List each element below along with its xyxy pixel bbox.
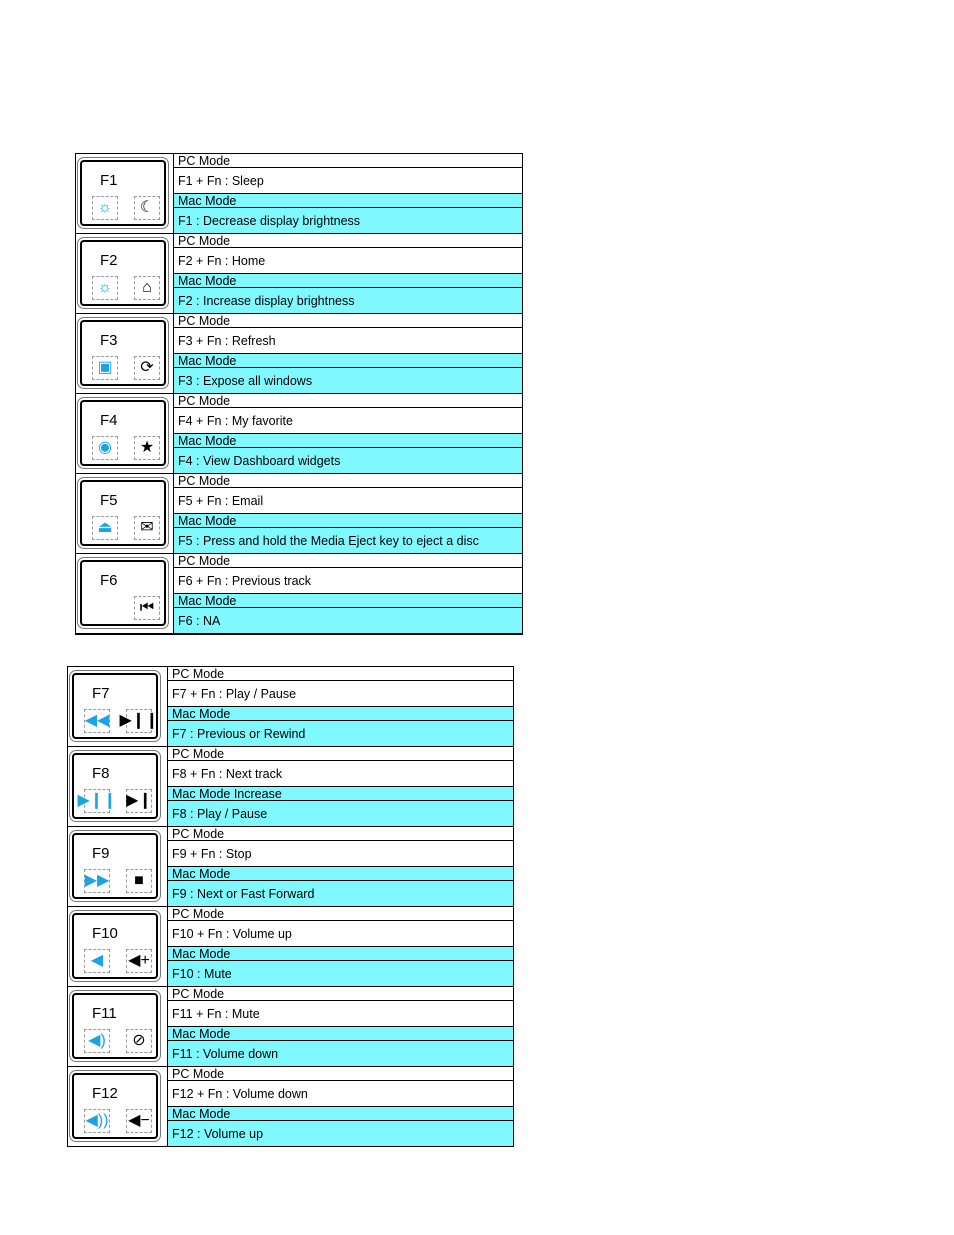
mac-mode-function: F2 : Increase display brightness <box>174 288 522 314</box>
refresh-icon: ⟳ <box>134 356 160 380</box>
key-row-f12 <box>68 1067 513 1147</box>
previous-track-icon: ⏮ <box>134 596 160 620</box>
key-row-f11 <box>68 987 513 1067</box>
mute-icon: ⊘ <box>126 1029 152 1053</box>
mac-mode-function: F3 : Expose all windows <box>174 368 522 394</box>
play-pause-icon: ▶❙❙ <box>84 789 110 813</box>
home-icon: ⌂ <box>134 276 160 300</box>
keycap-label: F10 <box>92 925 118 942</box>
volume-up-icon: ◀)) <box>84 1109 110 1133</box>
mode-description-cell <box>168 827 513 907</box>
eject-icon: ⏏ <box>92 516 118 540</box>
keycap-f1 <box>80 160 166 226</box>
pc-mode-function: F2 + Fn : Home <box>174 248 522 274</box>
keycap-f11 <box>72 993 158 1059</box>
keycap-label: F3 <box>100 332 118 349</box>
favorite-star-icon: ★ <box>134 436 160 460</box>
pc-mode-header: PC Mode <box>168 907 513 921</box>
pc-mode-function: F3 + Fn : Refresh <box>174 328 522 354</box>
volume-mute-icon: ◀ <box>84 949 110 973</box>
keycap-label: F6 <box>100 572 118 589</box>
keycap-f3 <box>80 320 166 386</box>
key-illustration-cell <box>76 554 174 634</box>
key-row-f7 <box>68 667 513 747</box>
function-key-table-f1-f6 <box>75 153 523 635</box>
mac-mode-function: F6 : NA <box>174 608 522 634</box>
mac-mode-function: F9 : Next or Fast Forward <box>168 881 513 907</box>
mac-mode-function: F7 : Previous or Rewind <box>168 721 513 747</box>
mode-description-cell <box>174 314 522 394</box>
mode-description-cell <box>168 747 513 827</box>
keycap-label: F5 <box>100 492 118 509</box>
keycap-label: F1 <box>100 172 118 189</box>
mac-mode-function: F12 : Volume up <box>168 1121 513 1147</box>
key-row-f10 <box>68 907 513 987</box>
pc-mode-function: F9 + Fn : Stop <box>168 841 513 867</box>
keycap-f6 <box>80 560 166 626</box>
function-key-table-f7-f12 <box>67 666 514 1147</box>
mode-description-cell <box>168 667 513 747</box>
keycap-label: F4 <box>100 412 118 429</box>
pc-mode-header: PC Mode <box>174 394 522 408</box>
next-track-icon: ▶❙ <box>126 789 152 813</box>
keycap-label: F9 <box>92 845 110 862</box>
mac-mode-function: F1 : Decrease display brightness <box>174 208 522 234</box>
pc-mode-header: PC Mode <box>168 987 513 1001</box>
fast-forward-icon: ▶▶ <box>84 869 110 893</box>
key-illustration-cell <box>68 827 168 907</box>
key-illustration-cell <box>76 154 174 234</box>
expose-windows-icon: ▣ <box>92 356 118 380</box>
mac-mode-header: Mac Mode <box>168 1107 513 1121</box>
mode-description-cell <box>174 234 522 314</box>
pc-mode-function: F4 + Fn : My favorite <box>174 408 522 434</box>
play-pause-icon: ▶❙❙ <box>126 709 152 733</box>
brightness-down-icon: ☼ <box>92 196 118 220</box>
mac-mode-header: Mac Mode <box>168 867 513 881</box>
pc-mode-function: F12 + Fn : Volume down <box>168 1081 513 1107</box>
mac-mode-function: F8 : Play / Pause <box>168 801 513 827</box>
mode-description-cell <box>174 154 522 234</box>
mac-mode-header: Mac Mode <box>174 434 522 448</box>
mode-description-cell <box>168 1067 513 1147</box>
key-row-f1 <box>76 154 522 234</box>
mode-description-cell <box>168 907 513 987</box>
pc-mode-function: F11 + Fn : Mute <box>168 1001 513 1027</box>
mac-mode-header: Mac Mode <box>168 707 513 721</box>
mac-mode-header: Mac Mode <box>174 274 522 288</box>
brightness-up-icon: ☼ <box>92 276 118 300</box>
mac-mode-header: Mac Mode <box>174 594 522 608</box>
key-illustration-cell <box>76 394 174 474</box>
pc-mode-function: F8 + Fn : Next track <box>168 761 513 787</box>
key-illustration-cell <box>68 1067 168 1147</box>
mac-mode-function: F4 : View Dashboard widgets <box>174 448 522 474</box>
mac-mode-function: F11 : Volume down <box>168 1041 513 1067</box>
key-illustration-cell <box>68 907 168 987</box>
stop-icon: ■ <box>126 869 152 893</box>
keycap-f12 <box>72 1073 158 1139</box>
keycap-f9 <box>72 833 158 899</box>
pc-mode-header: PC Mode <box>168 1067 513 1081</box>
mac-mode-header: Mac Mode Increase <box>168 787 513 801</box>
key-row-f9 <box>68 827 513 907</box>
keycap-f2 <box>80 240 166 306</box>
key-illustration-cell <box>68 667 168 747</box>
email-icon: ✉ <box>134 516 160 540</box>
key-illustration-cell <box>76 314 174 394</box>
mac-mode-function: F10 : Mute <box>168 961 513 987</box>
mac-mode-header: Mac Mode <box>168 947 513 961</box>
rewind-icon: ◀◀ <box>84 709 110 733</box>
pc-mode-header: PC Mode <box>168 747 513 761</box>
keycap-f8 <box>72 753 158 819</box>
keycap-f5 <box>80 480 166 546</box>
pc-mode-header: PC Mode <box>174 554 522 568</box>
sleep-moon-icon: ☾ <box>134 196 160 220</box>
mac-mode-header: Mac Mode <box>174 194 522 208</box>
pc-mode-function: F10 + Fn : Volume up <box>168 921 513 947</box>
pc-mode-header: PC Mode <box>174 154 522 168</box>
key-illustration-cell <box>76 234 174 314</box>
keycap-label: F7 <box>92 685 110 702</box>
pc-mode-header: PC Mode <box>168 667 513 681</box>
mac-mode-function: F5 : Press and hold the Media Eject key to eject a disc <box>174 528 522 554</box>
mac-mode-header: Mac Mode <box>174 514 522 528</box>
pc-mode-header: PC Mode <box>174 314 522 328</box>
pc-mode-function: F6 + Fn : Previous track <box>174 568 522 594</box>
mode-description-cell <box>168 987 513 1067</box>
keycap-label: F8 <box>92 765 110 782</box>
mode-description-cell <box>174 554 522 634</box>
pc-mode-header: PC Mode <box>174 234 522 248</box>
pc-mode-function: F1 + Fn : Sleep <box>174 168 522 194</box>
key-illustration-cell <box>76 474 174 554</box>
key-row-f5 <box>76 474 522 554</box>
keycap-f4 <box>80 400 166 466</box>
pc-mode-function: F7 + Fn : Play / Pause <box>168 681 513 707</box>
keycap-f7 <box>72 673 158 739</box>
volume-down-icon: ◀) <box>84 1029 110 1053</box>
key-illustration-cell <box>68 987 168 1067</box>
key-illustration-cell <box>68 747 168 827</box>
mode-description-cell <box>174 474 522 554</box>
mode-description-cell <box>174 394 522 474</box>
key-row-f8 <box>68 747 513 827</box>
dashboard-icon: ◉ <box>92 436 118 460</box>
volume-down-icon: ◀− <box>126 1109 152 1133</box>
key-row-f2 <box>76 234 522 314</box>
volume-up-icon: ◀+ <box>126 949 152 973</box>
key-row-f3 <box>76 314 522 394</box>
pc-mode-header: PC Mode <box>174 474 522 488</box>
keycap-label: F12 <box>92 1085 118 1102</box>
pc-mode-function: F5 + Fn : Email <box>174 488 522 514</box>
key-row-f6 <box>76 554 522 634</box>
pc-mode-header: PC Mode <box>168 827 513 841</box>
key-row-f4 <box>76 394 522 474</box>
mac-mode-header: Mac Mode <box>168 1027 513 1041</box>
keycap-label: F11 <box>92 1005 117 1022</box>
keycap-label: F2 <box>100 252 118 269</box>
mac-mode-header: Mac Mode <box>174 354 522 368</box>
keycap-f10 <box>72 913 158 979</box>
